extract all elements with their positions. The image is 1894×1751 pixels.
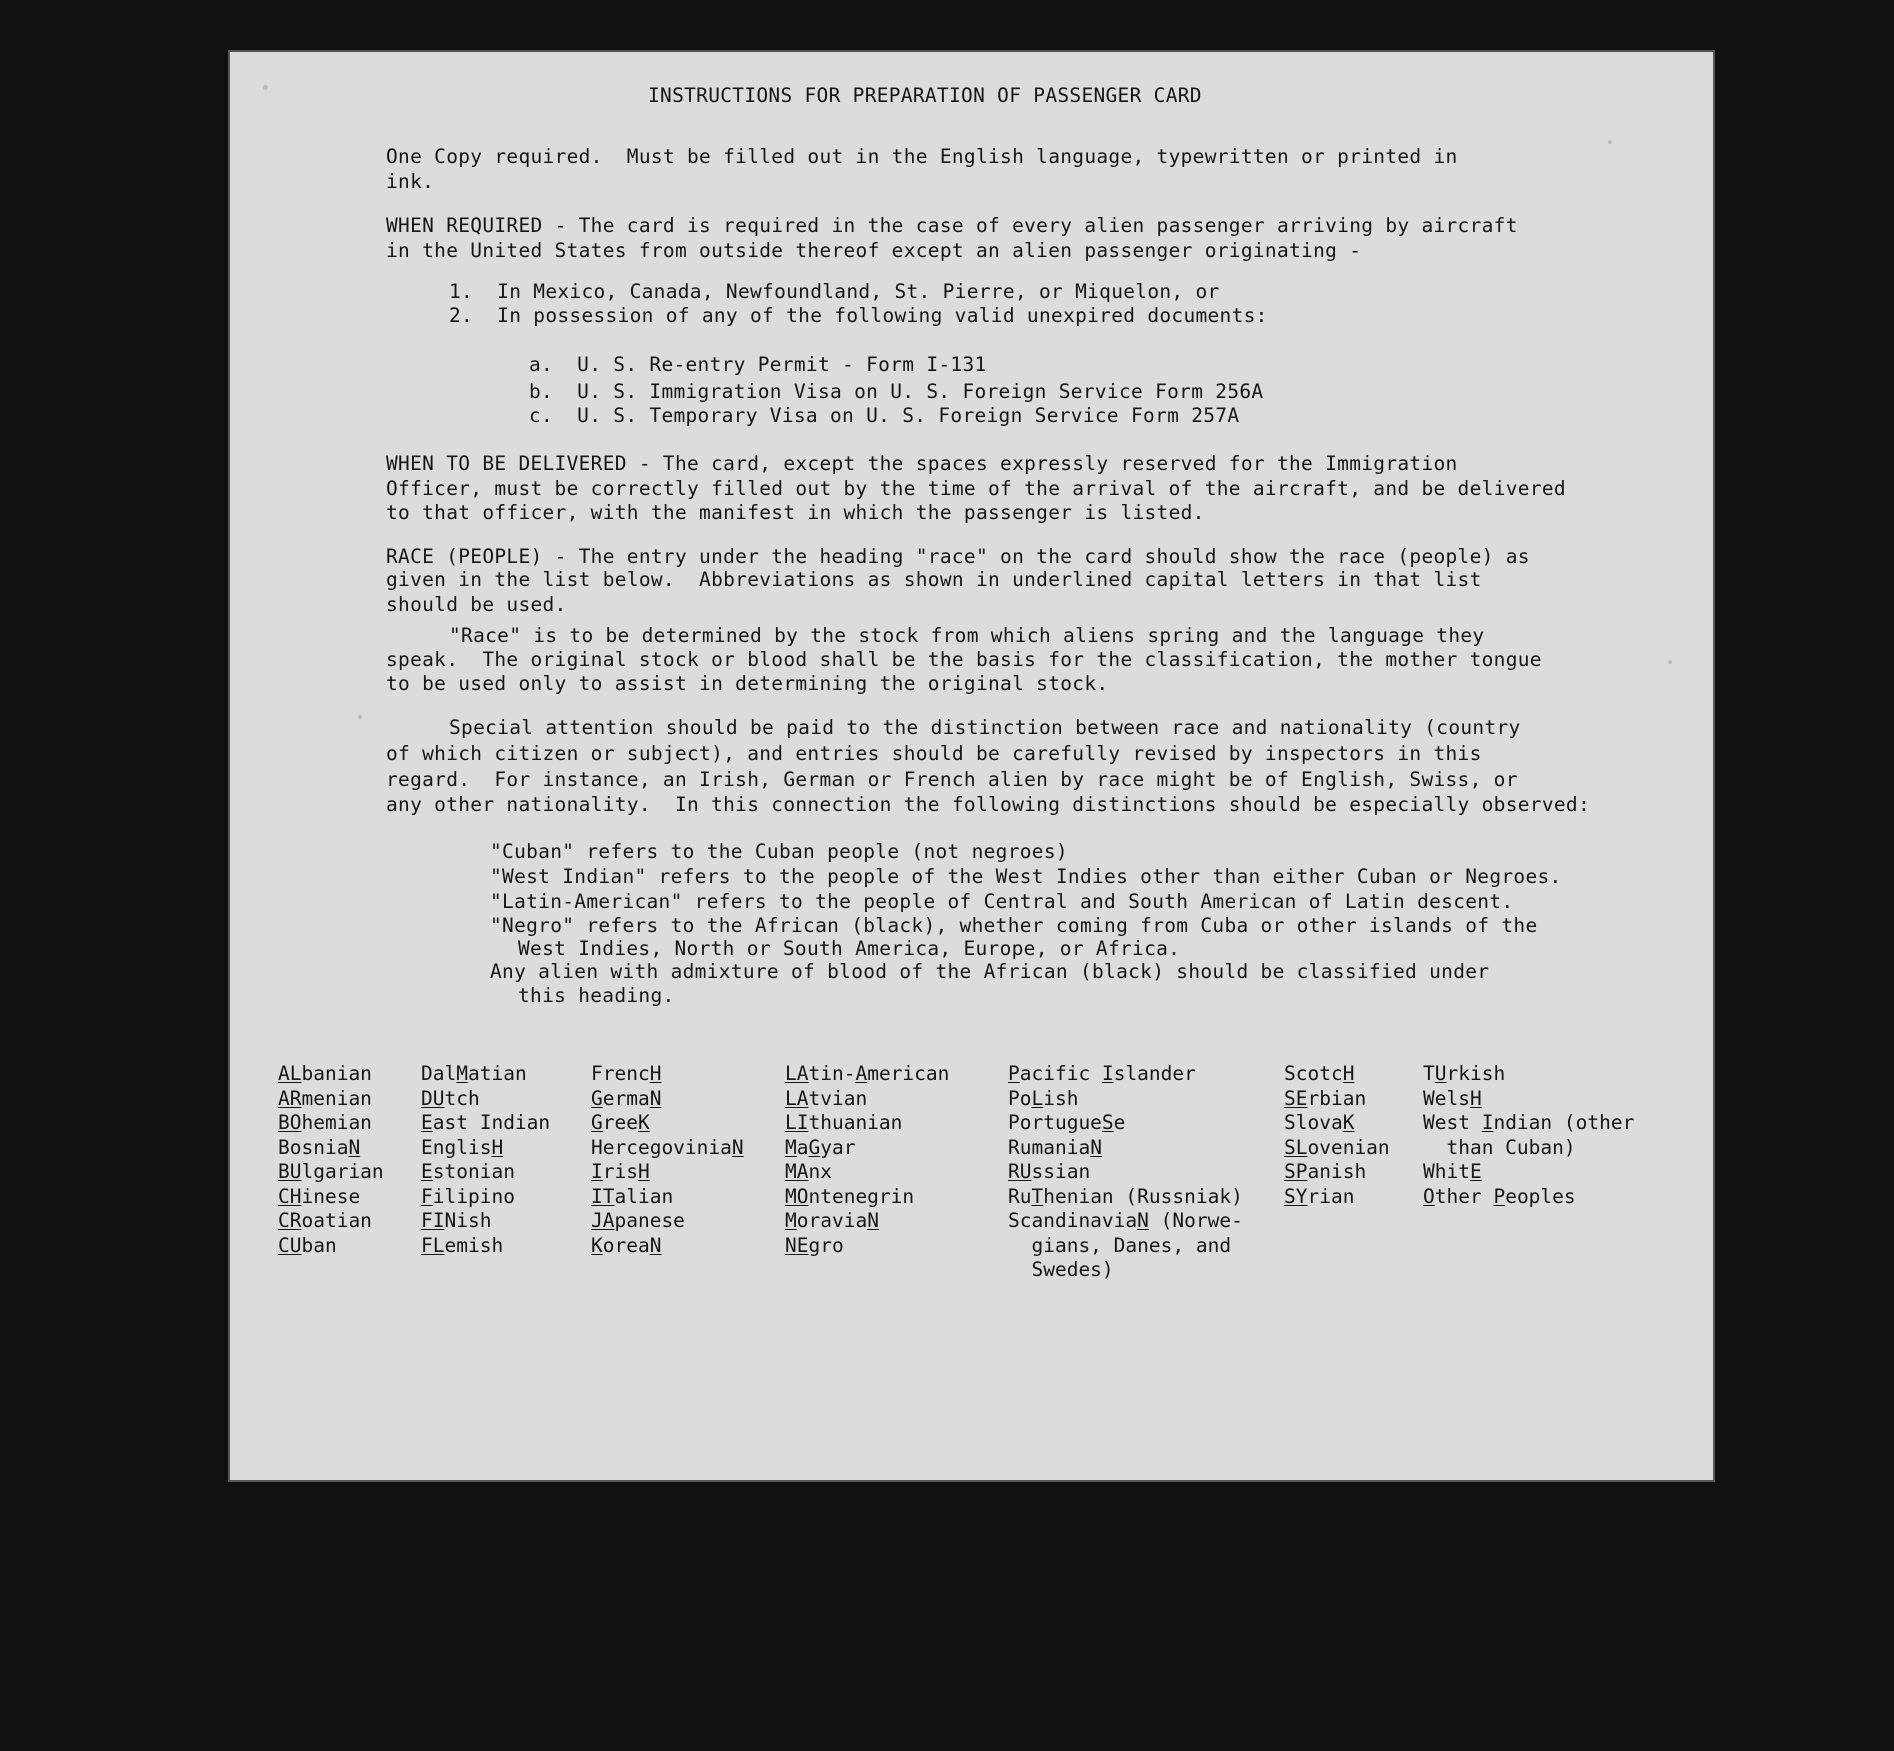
race-entry: ALbanian <box>278 1062 372 1085</box>
list-item: 1. In Mexico, Canada, Newfoundland, St. Pierre, or Miquelon, or <box>449 280 1220 303</box>
race-entry: LIthuanian <box>785 1111 903 1134</box>
race-entry: JApanese <box>591 1209 685 1232</box>
race-entry: SlovaK <box>1284 1111 1355 1134</box>
race-entry: MoraviaN <box>785 1209 879 1232</box>
special-line: any other nationality. In this connection the following distinctions should be especially observed: <box>386 793 1590 816</box>
deliver-line: to that officer, with the manifest in which the passenger is listed. <box>386 501 1205 524</box>
race-entry: TUrkish <box>1423 1062 1506 1085</box>
race-entry: ScotcH <box>1284 1062 1355 1085</box>
definition-line: "Latin-American" refers to the people of Central and South American of Latin descent. <box>490 890 1514 913</box>
race-entry: Filipino <box>421 1184 515 1208</box>
special-line: regard. For instance, an Irish, German or French alien by race might be of English, Swiss, or <box>386 768 1518 791</box>
race-entry: LAtin-American <box>785 1062 950 1085</box>
race-entry: ScandinaviaN (Norwe- <box>1008 1209 1243 1232</box>
race-entry: BOhemian <box>278 1111 372 1134</box>
sub-list-item: b. U. S. Immigration Visa on U. S. Foreign Service Form 256A <box>529 380 1264 403</box>
race-line: should be used. <box>386 593 567 616</box>
race-entry: DalMatian <box>421 1062 527 1085</box>
race-entry: RUssian <box>1008 1160 1091 1183</box>
race-entry: RumaniaN <box>1008 1135 1102 1159</box>
speck <box>358 715 362 719</box>
race-entry: WhitE <box>1423 1160 1482 1183</box>
deliver-line: WHEN TO BE DELIVERED - The card, except the spaces expressly reserved for the Immigration <box>386 452 1458 475</box>
race-entry: RuThenian (Russniak) <box>1008 1184 1243 1208</box>
race-entry: East Indian <box>421 1111 551 1134</box>
race-entry: FrencH <box>591 1062 662 1085</box>
when-required-line: in the United States from outside thereof except an alien passenger originating - <box>386 239 1362 262</box>
when-required-line: WHEN REQUIRED - The card is required in the case of every alien passenger arriving by aircraft <box>386 214 1518 237</box>
document-title: INSTRUCTIONS FOR PREPARATION OF PASSENGER CARD <box>648 84 1202 107</box>
race-entry: BosniaN <box>278 1135 361 1159</box>
race-entry: SLovenian <box>1284 1135 1390 1159</box>
race-definition-line: "Race" is to be determined by the stock from which aliens spring and the language they <box>449 624 1485 647</box>
race-entry: SPanish <box>1284 1160 1367 1183</box>
race-entry: EnglisH <box>421 1135 504 1159</box>
race-entry: DUtch <box>421 1086 480 1110</box>
race-entry: Estonian <box>421 1160 515 1183</box>
race-entry: Swedes) <box>1008 1258 1114 1281</box>
race-entry: SYrian <box>1284 1184 1355 1208</box>
definition-line: "Cuban" refers to the Cuban people (not negroes) <box>490 840 1068 863</box>
race-entry: PortugueSe <box>1008 1111 1126 1134</box>
race-definition-line: speak. The original stock or blood shall be the basis for the classification, the mother tongue <box>386 648 1542 671</box>
definition-line: "Negro" refers to the African (black), whether coming from Cuba or other islands of the <box>490 914 1538 937</box>
race-entry: MAnx <box>785 1160 832 1183</box>
race-entry: IrisH <box>591 1160 650 1183</box>
definition-line: Any alien with admixture of blood of the African (black) should be classified under <box>490 960 1490 983</box>
race-entry: NEgro <box>785 1233 844 1257</box>
sub-list-item: a. U. S. Re-entry Permit - Form I-131 <box>529 353 987 376</box>
deliver-line: Officer, must be correctly filled out by the time of the arrival of the aircraft, and be delivered <box>386 477 1566 500</box>
race-definition-line: to be used only to assist in determining the original stock. <box>386 672 1109 695</box>
race-entry: WelsH <box>1423 1086 1482 1110</box>
race-entry: CHinese <box>278 1184 361 1208</box>
race-entry: CUban <box>278 1233 337 1257</box>
speck <box>263 85 268 90</box>
race-entry: than Cuban) <box>1423 1135 1576 1159</box>
race-entry: Pacific Islander <box>1008 1062 1196 1085</box>
race-entry: MaGyar <box>785 1135 856 1159</box>
speck <box>1608 140 1612 144</box>
sub-list-item: c. U. S. Temporary Visa on U. S. Foreign Service Form 257A <box>529 404 1240 427</box>
race-entry: LAtvian <box>785 1086 868 1110</box>
definition-line: "West Indian" refers to the people of the West Indies other than either Cuban or Negroes. <box>490 865 1562 888</box>
race-entry: ITalian <box>591 1184 674 1208</box>
intro-line: ink. <box>386 170 435 193</box>
race-line: given in the list below. Abbreviations as shown in underlined capital letters in that list <box>386 568 1482 591</box>
race-entry: KoreaN <box>591 1233 662 1257</box>
special-line: of which citizen or subject), and entries should be carefully revised by inspectors in this <box>386 742 1482 765</box>
race-entry: SErbian <box>1284 1086 1367 1110</box>
race-entry: FINish <box>421 1209 492 1232</box>
race-entry: MOntenegrin <box>785 1184 915 1208</box>
document-page <box>228 50 1715 1482</box>
race-entry: gians, Danes, and <box>1008 1233 1232 1257</box>
race-entry: CRoatian <box>278 1209 372 1232</box>
race-entry: BUlgarian <box>278 1160 384 1183</box>
speck <box>1668 660 1672 664</box>
race-entry: ARmenian <box>278 1086 372 1110</box>
race-entry: Other Peoples <box>1423 1184 1576 1208</box>
race-entry: HercegoviniaN <box>591 1135 744 1159</box>
race-entry: GermaN <box>591 1086 662 1110</box>
intro-line: One Copy required. Must be filled out in the English language, typewritten or printed in <box>386 145 1458 168</box>
definition-line: West Indies, North or South America, Europe, or Africa. <box>518 937 1181 960</box>
definition-line: this heading. <box>518 984 675 1007</box>
race-entry: PoLish <box>1008 1086 1079 1110</box>
race-entry: West Indian (other <box>1423 1111 1635 1134</box>
special-line: Special attention should be paid to the distinction between race and nationality (country <box>449 716 1521 739</box>
race-entry: GreeK <box>591 1111 650 1134</box>
race-entry: FLemish <box>421 1233 504 1257</box>
race-line: RACE (PEOPLE) - The entry under the heading "race" on the card should show the race (people) as <box>386 545 1530 568</box>
list-item: 2. In possession of any of the following valid unexpired documents: <box>449 304 1268 327</box>
